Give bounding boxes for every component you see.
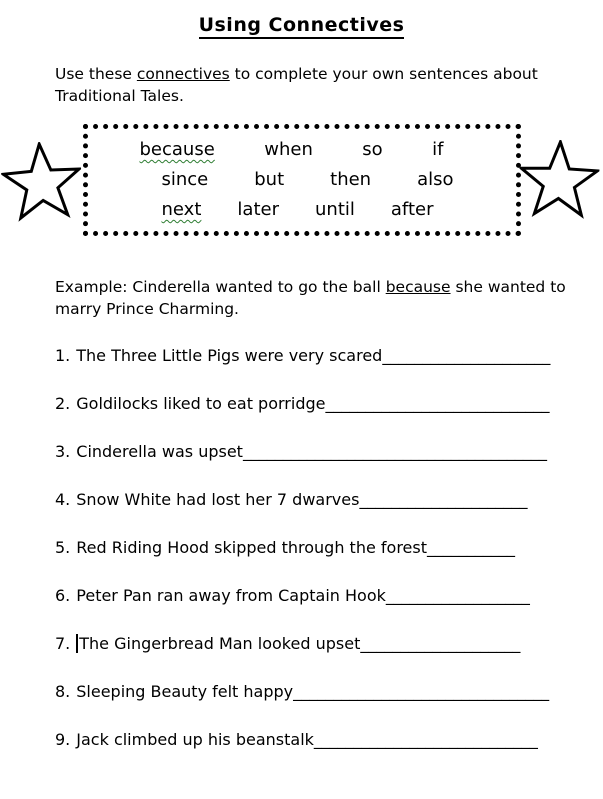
text-cursor [76, 634, 78, 653]
word-bank-word: when [264, 138, 313, 160]
item-text: Jack climbed up his beanstalk [76, 729, 314, 749]
item-number: 4. [55, 489, 71, 509]
instructions-post: to complete your own sentences about [229, 65, 538, 83]
word-bank-word: but [254, 168, 285, 190]
example-paragraph [55, 276, 575, 321]
sentence-item-5 [55, 538, 603, 555]
item-number: 8. [55, 681, 71, 701]
sentence-list [55, 346, 603, 747]
answer-blank[interactable]: ____________________________ [325, 393, 550, 413]
sentence-item-3 [55, 442, 603, 459]
word-bank-word: so [362, 138, 383, 160]
item-text: The Three Little Pigs were very scared [76, 345, 383, 365]
word-bank-row [88, 135, 516, 165]
title-wrap [0, 0, 603, 39]
example-pre: Example: Cinderella wanted to go the ball [55, 277, 386, 296]
word-bank-word: since [161, 168, 209, 190]
word-bank-word: because [139, 138, 215, 160]
answer-blank[interactable]: ________________________________ [293, 681, 550, 701]
sentence-item-1 [55, 346, 603, 363]
word-bank-box [83, 124, 521, 236]
instructions-pre: Use these [55, 65, 137, 83]
item-number: 2. [55, 393, 71, 413]
item-text: Snow White had lost her 7 dwarves [76, 489, 360, 509]
word-bank-word: until [315, 198, 355, 220]
sentence-item-4 [55, 490, 603, 507]
word-bank-word: also [417, 168, 454, 190]
word-bank-word: later [237, 198, 279, 220]
example-post: she wanted to [450, 277, 566, 296]
item-text: Sleeping Beauty felt happy [76, 681, 294, 701]
item-text: The Gingerbread Man looked upset [79, 633, 361, 653]
sentence-item-6 [55, 586, 603, 603]
item-text: Peter Pan ran away from Captain Hook [76, 585, 386, 605]
sentence-item-8 [55, 682, 603, 699]
item-number: 5. [55, 537, 71, 557]
answer-blank[interactable]: ______________________________________ [242, 441, 547, 461]
answer-blank[interactable]: _____________________ [359, 489, 528, 509]
star-icon [518, 139, 601, 226]
sentence-item-2 [55, 394, 603, 411]
sentence-item-7 [55, 634, 603, 651]
item-number: 6. [55, 585, 71, 605]
item-number: 1. [55, 345, 71, 365]
instructions-line2: Traditional Tales. [55, 87, 184, 106]
item-text: Goldilocks liked to eat porridge [76, 393, 326, 413]
word-bank-section [0, 124, 603, 246]
item-text: Cinderella was upset [76, 441, 243, 461]
sentence-item-9 [55, 730, 603, 747]
answer-blank[interactable]: _____________________ [382, 345, 551, 365]
item-text: Red Riding Hood skipped through the forest [76, 537, 427, 557]
word-bank-word: if [432, 138, 444, 160]
answer-blank[interactable]: ___________ [427, 537, 515, 557]
item-number: 3. [55, 441, 71, 461]
word-bank-word: then [330, 168, 372, 190]
answer-blank[interactable]: ____________________________ [313, 729, 538, 749]
answer-blank[interactable]: __________________ [385, 585, 530, 605]
star-icon [0, 139, 85, 228]
page-title: Using Connectives [199, 14, 405, 39]
word-bank-word: after [390, 198, 434, 220]
item-number: 7. [55, 633, 71, 653]
example-line2: marry Prince Charming. [55, 300, 239, 319]
example-underlined-word: because [385, 277, 451, 296]
word-bank-word: next [161, 198, 202, 220]
word-bank-row [88, 165, 516, 195]
answer-blank[interactable]: ____________________ [360, 633, 521, 653]
instructions-paragraph [55, 63, 555, 108]
word-bank-row [88, 195, 516, 225]
item-number: 9. [55, 729, 71, 749]
instructions-underlined-word: connectives [136, 65, 230, 83]
